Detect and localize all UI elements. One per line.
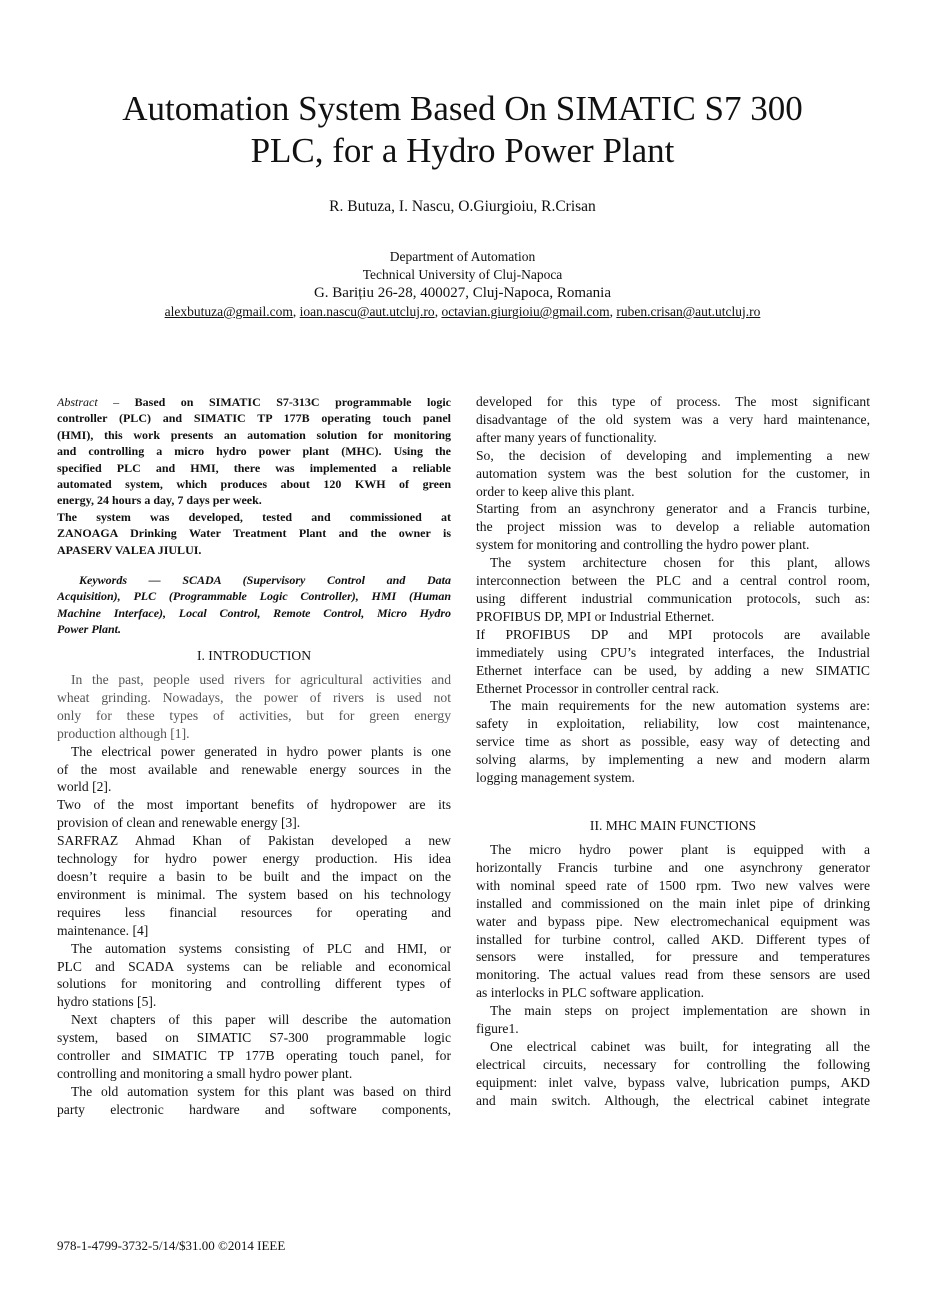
keywords-line: Acquisition), PLC (Programmable Logic Controller), HMI (Human (57, 589, 451, 604)
paragraph (476, 1038, 870, 1110)
mhc-functions-text (476, 841, 870, 1110)
copyright-footer: 978-1-4799-3732-5/14/$31.00 ©2014 IEEE (57, 1238, 286, 1253)
affiliation-department: Department of Automation (389, 249, 536, 264)
text-line: The main steps on project implementation are shown in (490, 1003, 870, 1019)
abstract-line (57, 542, 451, 558)
text-line: equipment: inlet valve, bypass valve, lubrication pumps, AKD (476, 1074, 870, 1090)
text-line: using different industrial communication protocols, such as: (476, 590, 870, 606)
paragraph (476, 841, 870, 1002)
email-link[interactable]: octavian.giurgioiu@gmail.com (441, 304, 610, 319)
text-line: Starting from an asynchrony generator and a Francis turbine, (476, 501, 870, 517)
section-heading-mhc-main-functions: II. MHC MAIN FUNCTIONS (589, 818, 757, 833)
text-line: The micro hydro power plant is equipped with a (490, 842, 870, 857)
text-line: Ethernet Processor in controller central rack. (476, 680, 720, 696)
title-line: PLC, for a Hydro Power Plant (250, 131, 675, 170)
text-line: PROFIBUS DP, MPI or Industrial Ethernet. (476, 608, 715, 624)
text-line: disadvantage of the old system was a very hard maintenance, (476, 411, 870, 427)
paragraph (57, 671, 451, 743)
paragraph (57, 940, 451, 1012)
text-line: Two of the most important benefits of hydropower are its (57, 797, 451, 813)
introduction-text (57, 671, 451, 1119)
text-line: safety in exploitation, reliability, low cost maintenance, (476, 716, 870, 732)
text-line: water and bypass pipe. New electromechanical equipment was (476, 913, 870, 929)
abstract-text: The system was developed, tested and commissioned at (57, 509, 451, 524)
keywords-line: Keywords — SCADA (Supervisory Control and Data (79, 573, 451, 587)
text-line: SARFRAZ Ahmad Khan of Pakistan developed a new (57, 833, 451, 849)
text-line: interconnection between the PLC and a central control room, (476, 573, 870, 589)
text-line: The automation systems consisting of PLC and HMI, or (71, 940, 451, 956)
text-line: figure1. (476, 1021, 519, 1037)
abstract-text: APASERV VALEA JIULUI. (57, 542, 202, 557)
text-line: system for monitoring and controlling the hydro power plant. (476, 537, 810, 553)
text-line: developed for this type of process. The most significant (476, 394, 870, 409)
text-line: horizontally Francis turbine and one asynchrony generator (476, 859, 870, 875)
affiliation-university: Technical University of Cluj-Napoca (362, 267, 563, 282)
text-line: only for these types of activities, but for green energy (57, 707, 451, 723)
paragraph (57, 1011, 451, 1083)
affiliation-address: G. Barițiu 26-28, 400027, Cluj-Napoca, Romania (313, 285, 612, 301)
text-line: doesn’t require a basin to be built and the impact on the (57, 868, 451, 884)
text-line: controller and SIMATIC TP 177B operating touch panel, for (57, 1048, 451, 1064)
paragraph (476, 697, 870, 787)
email-link[interactable]: alexbutuza@gmail.com (164, 304, 293, 319)
abstract-line (57, 525, 451, 541)
text-line: order to keep alive this plant. (476, 483, 635, 499)
paragraph (57, 796, 451, 832)
abstract-line (57, 492, 451, 508)
text-line: automation system was the best solution for the customer, in (476, 465, 870, 481)
paragraph (476, 626, 870, 698)
text-line: with nominal speed rate of 1500 rpm. Two new valves were (476, 877, 870, 893)
email-link[interactable]: ioan.nascu@aut.utcluj.ro (299, 304, 435, 319)
text-line: maintenance. [4] (57, 922, 149, 938)
abstract-text: controller (PLC) and SIMATIC TP 177B operating touch panel (57, 411, 451, 426)
paragraph (57, 743, 451, 797)
text-line: after many years of functionality. (476, 429, 657, 445)
text-line: world [2]. (57, 779, 112, 795)
text-line: production although [1]. (57, 725, 190, 741)
text-line: In the past, people used rivers for agricultural activities and (71, 672, 451, 687)
text-line: The electrical power generated in hydro power plants is one (71, 743, 451, 759)
text-line: controlling and monitoring a small hydro power plant. (57, 1065, 353, 1081)
text-line: immediately using CPU’s integrated interfaces, the Industrial (476, 644, 870, 660)
abstract-text: (HMI), this work presents an automation solution for monitoring (57, 427, 451, 442)
abstract-line (57, 410, 451, 426)
text-line: sensors were installed, for pressure and temperatures (476, 949, 870, 965)
text-line: provision of clean and renewable energy [3]. (57, 815, 301, 831)
paragraph (57, 832, 451, 939)
paragraph (57, 1083, 451, 1119)
text-line: PLC and SCADA systems can be reliable and economical (57, 958, 451, 974)
abstract (57, 394, 451, 558)
text-line: The system architecture chosen for this plant, allows (490, 555, 870, 571)
abstract-text: energy, 24 hours a day, 7 days per week. (57, 493, 262, 508)
author-emails: alexbutuza@gmail.com, ioan.nascu@aut.utcluj.ro, octavian.giurgioiu@gmail.com, ruben.crisan@aut.utcluj.ro (164, 304, 761, 319)
abstract-line (57, 443, 451, 459)
title-line: Automation System Based On SIMATIC S7 300 (122, 89, 803, 128)
text-line: the project mission was to develop a reliable automation (476, 519, 870, 535)
abstract-line (57, 394, 451, 410)
text-line: solutions for monitoring and controlling different types of (57, 976, 451, 992)
text-line: and main switch. Although, the electrical cabinet integrate (476, 1092, 870, 1108)
paragraph (476, 393, 870, 447)
text-line: So, the decision of developing and implementing a new (476, 447, 870, 463)
paragraph (476, 447, 870, 501)
paragraph (476, 554, 870, 626)
keywords (57, 572, 451, 638)
abstract-line (57, 460, 451, 476)
email-link[interactable]: ruben.crisan@aut.utcluj.ro (616, 304, 761, 319)
abstract-text: automated system, which produces about 120 KWH of green (57, 477, 451, 492)
text-line: service time as short as possible, easy way of detecting and (476, 734, 870, 750)
text-line: monitoring. The actual values read from these sensors are used (476, 967, 870, 983)
text-line: environment is minimal. The system based on his technology (57, 886, 451, 902)
text-line: Ethernet interface can be used, by adding a new SIMATIC (476, 662, 870, 678)
text-line: installed for turbine control, called AKD. Different types of (476, 931, 870, 947)
text-line: party electronic hardware and software components, (57, 1101, 451, 1117)
text-line: solving alarms, by implementing a new and modern alarm (476, 752, 870, 768)
authors: R. Butuza, I. Nascu, O.Giurgioiu, R.Crisan (329, 198, 596, 215)
text-line: The main requirements for the new automation systems are: (490, 698, 870, 714)
abstract-text: ZANOAGA Drinking Water Treatment Plant and the owner is (57, 526, 451, 541)
abstract-line (57, 427, 451, 443)
abstract-text: and controlling a micro hydro power plant (MHC). Using the (57, 444, 451, 459)
abstract-line (57, 509, 451, 525)
text-line: One electrical cabinet was built, for integrating all the (490, 1038, 870, 1054)
text-line: electrical circuits, necessary for controlling the following (476, 1056, 870, 1072)
text-line: Next chapters of this paper will describe the automation (71, 1012, 451, 1028)
keywords-line: Power Plant. (57, 622, 122, 637)
paper-title (0, 88, 925, 172)
introduction-text-continued (476, 393, 870, 787)
text-line: hydro stations [5]. (57, 994, 157, 1010)
paragraph (476, 1002, 870, 1038)
paragraph (476, 500, 870, 554)
text-line: installed and commissioned on the main inlet pipe of drinking (476, 895, 870, 911)
text-line: technology for hydro power energy production. His idea (57, 851, 451, 867)
section-heading-introduction: I. INTRODUCTION (196, 648, 312, 663)
text-line: If PROFIBUS DP and MPI protocols are available (476, 626, 870, 642)
abstract-text: specified PLC and HMI, there was implemented a reliable (57, 460, 451, 475)
text-line: wheat grinding. Nowadays, the power of rivers is used not (57, 689, 451, 705)
abstract-label: Abstract – (57, 395, 120, 409)
text-line: as interlocks in PLC software application. (476, 985, 705, 1001)
abstract-line (57, 476, 451, 492)
abstract-text: Based on SIMATIC S7-313C programmable logic (119, 395, 451, 409)
text-line: system, based on SIMATIC S7-300 programmable logic (57, 1030, 451, 1046)
text-line: logging management system. (476, 770, 635, 786)
text-line: of the most available and renewable energy sources in the (57, 761, 451, 777)
text-line: The old automation system for this plant was based on third (71, 1083, 451, 1099)
keywords-line: Machine Interface), Local Control, Remote Control, Micro Hydro (57, 605, 451, 620)
text-line: requires less financial resources for operating and (57, 904, 451, 920)
